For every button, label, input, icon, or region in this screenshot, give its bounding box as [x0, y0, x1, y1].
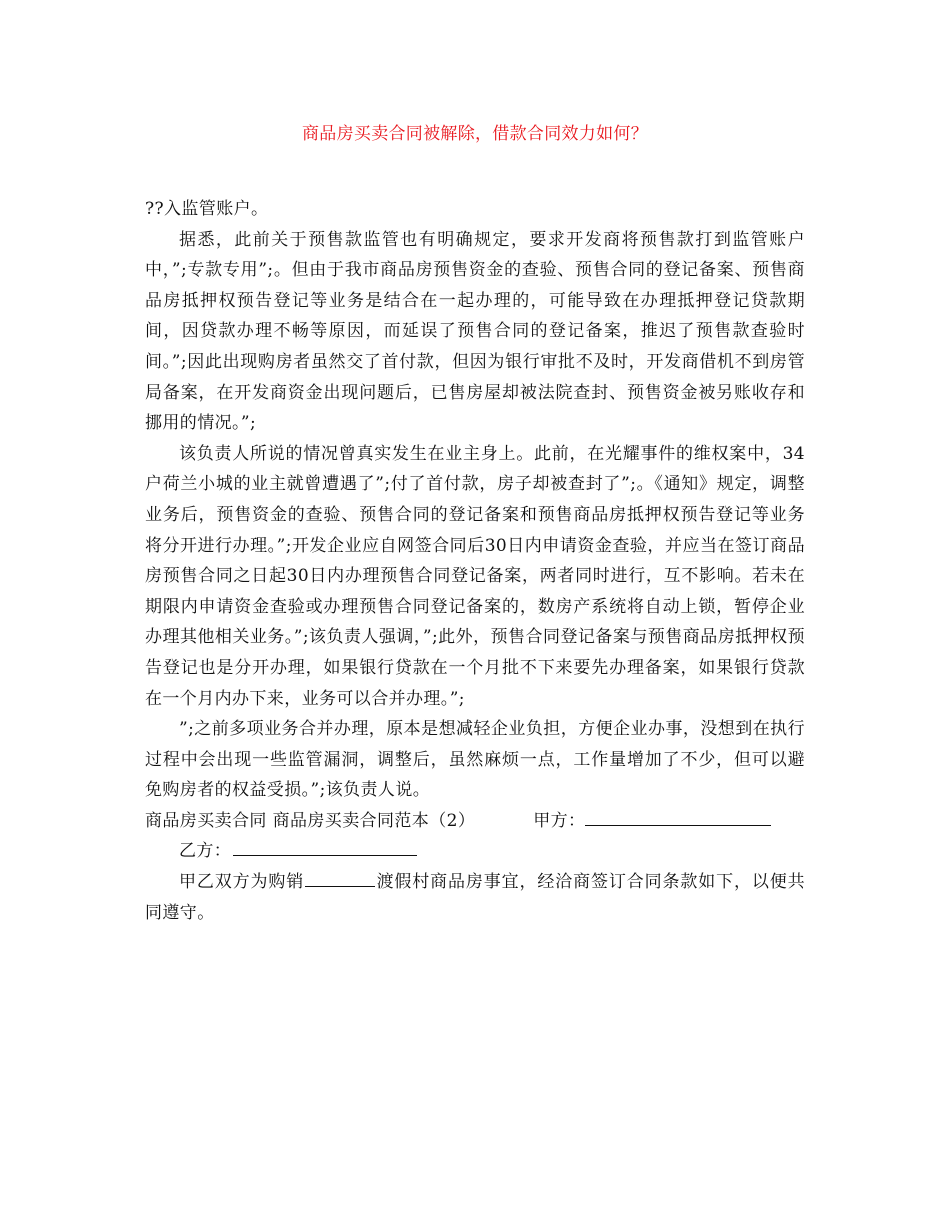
contract-heading: 商品房买卖合同 商品房买卖合同范本（2） — [145, 810, 476, 831]
clause-text-end: 渡假村商品房事宜，经洽商签订合同条款如下，以便共同遵守。 — [145, 872, 805, 923]
contract-heading-row — [145, 806, 805, 837]
paragraph-presale-supervision: 据悉，此前关于预售款监管也有明确规定，要求开发商将预售款打到监管账户中，”;专款专用”;。但由于我市商品房预售资金的查验、预售合同的登记备案、预售商品房抵押权预告登记等业务是结合在一起办理的，可能导致在办理抵押登记贷款期间，因贷款办理不畅等原因，而延误了预售合同的登记备案，推迟了预售款查验时间。”;因此出现购房者虽然交了首付款，但因为银行审批不及时，开发商借机不到房管局备案，在开发商资金出现问题后，已售房屋却被法院查封、预售资金被另账收存和挪用的情况。”; — [145, 229, 805, 434]
document-title: 商品房买卖合同被解除，借款合同效力如何？ — [302, 124, 648, 144]
party-b-row — [145, 836, 805, 867]
clause-text-start: 甲乙双方为购销 — [179, 872, 305, 893]
party-a-label: 甲方： — [533, 810, 586, 831]
paragraph-official-quote: ”;之前多项业务合并办理，原本是想减轻企业负担，方便企业办事，没想到在执行过程中会出现一些监管漏洞，调整后，虽然麻烦一点，工作量增加了不少，但可以避免购房者的权益受损。”;该负责人说。 — [145, 719, 805, 801]
party-a-blank — [585, 807, 771, 826]
document-body — [145, 194, 805, 928]
resort-name-blank — [305, 868, 375, 887]
party-b-label: 乙方： — [179, 841, 232, 862]
party-b-blank — [233, 837, 417, 856]
paragraph-owner-case: 该负责人所说的情况曾真实发生在业主身上。此前，在光耀事件的维权案中，34户荷兰小城的业主就曾遭遇了”;付了首付款，房子却被查封了”;。《通知》规定，调整业务后，预售资金的查验、预售合同的登记备案和预售商品房抵押权预告登记等业务将分开进行办理。”;开发企业应自网签合同后30日内申请资金查验，并应当在签订商品房预售合同之日起30日内办理预售合同登记备案，两者同时进行，互不影响。若未在期限内申请资金查验或办理预售合同登记备案的，数房产系统将自动上锁，暂停企业办理其他相关业务。”;该负责人强调，”;此外，预售合同登记备案与预售商品房抵押权预告登记也是分开办理，如果银行贷款在一个月批不下来要先办理备案，如果银行贷款在一个月内办下来，业务可以合并办理。”; — [145, 443, 805, 709]
contract-clause — [145, 867, 805, 928]
paragraph-fragment: ??入监管账户。 — [145, 199, 269, 219]
